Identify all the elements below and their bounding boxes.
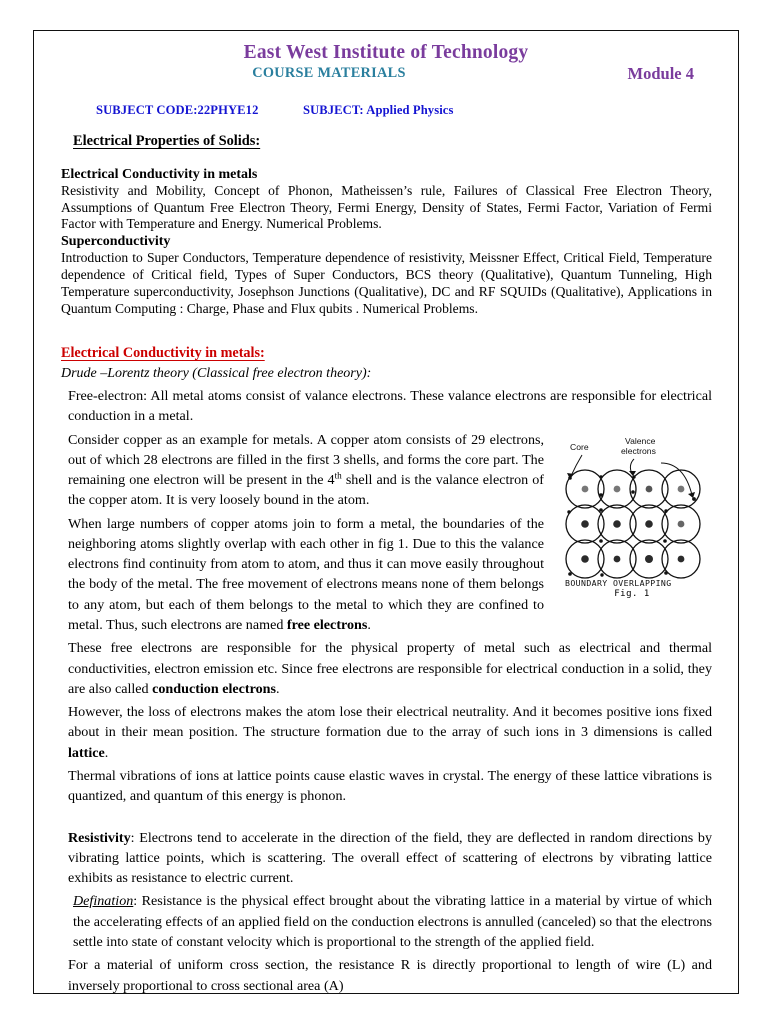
syllabus-topic1-heading: Electrical Conductivity in metals: [61, 166, 258, 182]
copper-text-b: shell and is the valance electron of the copper atom. It is very loosely bound in the atom.: [68, 472, 544, 509]
header-second-row: [34, 65, 738, 87]
figure-boundary-overlapping: [556, 433, 708, 599]
syllabus-topic2-heading: Superconductivity: [61, 234, 171, 250]
document-body: [34, 132, 738, 996]
figure-core-dots: [581, 485, 684, 562]
figure-svg: [556, 433, 708, 593]
figure-label-valence-line2: electrons: [621, 445, 656, 456]
resistivity-bold-label: Resistivity: [68, 829, 131, 846]
lattice-text-a: However, the loss of electrons makes the atom lose their electrical neutrality. And it becomes positive ions fixed about in their mean position. The structure formation due to the array of such ions in 3 dimensions is called: [68, 704, 712, 741]
paragraph-resistivity: [61, 828, 712, 889]
paragraph-definition: [61, 891, 712, 952]
lattice-text-b: .: [104, 744, 109, 761]
free-electrons-bold: free electrons: [286, 617, 368, 634]
copper-text-a: Consider copper as an example for metals. A copper atom consists of 29 electrons, out of which 28 electrons are filled in the first 3 shells, and forms the core part. The remaining one electron will be present in the 4: [68, 431, 544, 489]
conduction-text-a: These free electrons are responsible for the physical property of metal such as electrical and thermal conductivities, electron emission etc. Since free electrons are responsible for electrical conduction in a solid, they are also called: [68, 640, 712, 697]
syllabus-topic2-body: Introduction to Super Conductors, Temperature dependence of resistivity, Meissner Effect, Critical Field, Temperature dependence of Critical field, Types of Super Conductors, BCS theory (Qualitative), Quantum Tunneling, High Temperature superconductivity, Josephson Junctions (Qualitative), DC and RF SQUIDs (Qualitative), Applications in Quantum Computing : Charge, Phase and Flux qubits . Numerical Problems.: [61, 250, 712, 316]
module-label: Module 4: [627, 63, 694, 83]
page-border-frame: [33, 30, 739, 994]
resistivity-text: : Electrons tend to accelerate in the direction of the field, they are deflected in random directions by vibrating lattice points, which is scattering. The overall effect of scattering of electrons by vibrating lattice exhibits as resistance to electric current.: [68, 829, 712, 887]
red-heading-wrap: [61, 344, 712, 362]
section-heading-wrap: [61, 132, 712, 150]
definition-text: : Resistance is the physical effect brought about the vibrating lattice in a material by virtue of which the accelerating effects of an applied field on the conduction electrons is annulled (canceled) so that the electrons settle into state of constant velocity which is proportional to the strength of the applied field.: [73, 893, 712, 950]
conduction-text-b: .: [275, 680, 280, 697]
paragraph-resistance-formula-intro: For a material of uniform cross section, the resistance R is directly proportional to length of wire (L) and inversely proportional to cross sectional area (A): [68, 957, 712, 994]
paragraph-free-electron: [61, 386, 712, 427]
conduction-electrons-bold: conduction electrons: [152, 680, 276, 697]
lattice-bold: lattice: [68, 744, 105, 761]
subject-code-label: SUBJECT CODE:22PHYE12: [96, 102, 259, 117]
overlap-text-b: .: [367, 617, 371, 634]
paragraph-lattice: [61, 702, 712, 763]
free-electron-label: Free-electron:: [68, 387, 148, 404]
institute-title: East West Institute of Technology: [243, 42, 529, 63]
drude-lorentz-theory-line: Drude –Lorentz theory (Classical free electron theory):: [61, 366, 372, 382]
paragraph-conduction-electrons: [61, 638, 712, 699]
ordinal-suffix: th: [334, 470, 342, 481]
subject-info-row: [34, 103, 738, 118]
overlap-text-a: When large numbers of copper atoms join to form a metal, the boundaries of the neighboring atoms slightly overlap with each other in fig 1. Due to this the valance electrons find continuity from atom to atom, and thus it can move easily throughout the body of the metal. The free movement of electrons means none of them belongs to any atom, but each of them belongs to the metal to which they are confined to metal. Thus, such electrons are named: [68, 515, 544, 634]
syllabus-topic1-body: Resistivity and Mobility, Concept of Phonon, Matheissen’s rule, Failures of Classical Free Electron Theory, Assumptions of Quantum Free Electron Theory, Fermi Energy, Density of States, Fermi Factor, Variation of Fermi Factor with Temperature and Energy. Numerical Problems.: [61, 182, 712, 232]
syllabus-block: [61, 132, 712, 318]
figure-leader-lines: [571, 455, 692, 495]
definition-label: Defination: [73, 893, 134, 910]
free-electron-text: All metal atoms consist of valance electrons. These valance electrons are responsible for electrical conduction in a metal.: [68, 387, 712, 425]
course-materials-label: COURSE MATERIALS: [252, 64, 406, 81]
document-header: [34, 42, 738, 118]
figure-label-core: Core: [570, 441, 589, 452]
paragraph-spacer: [61, 807, 712, 825]
figure-number: Fig. 1: [614, 588, 650, 599]
subject-name-label: SUBJECT: Applied Physics: [302, 102, 454, 117]
figure-caption: BOUNDARY OVERLAPPING: [565, 577, 672, 588]
section-heading-electrical-properties: Electrical Properties of Solids:: [73, 132, 261, 149]
figure-label-valence-line1: Valence: [625, 435, 656, 446]
paragraph-copper-example: [61, 430, 544, 511]
paragraph-phonon: Thermal vibrations of ions at lattice points cause elastic waves in crystal. The energy of these lattice vibrations is quantized, and quantum of this energy is phonon.: [68, 768, 712, 805]
heading-electrical-conductivity-in-metals: Electrical Conductivity in metals:: [61, 345, 265, 362]
